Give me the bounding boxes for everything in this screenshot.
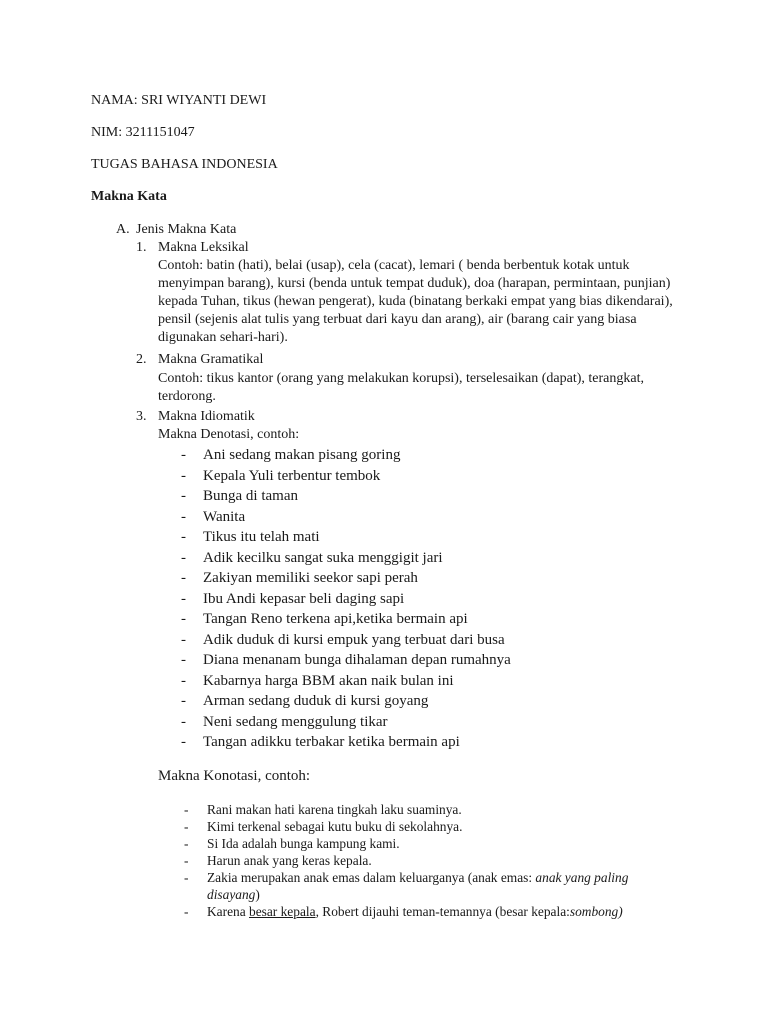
- list-item: [184, 801, 684, 818]
- item-1-line: menyimpan barang), kursi (benda untuk tempat duduk), doa (harapan, permintaan, punjian): [158, 276, 671, 291]
- list-item: [181, 630, 511, 651]
- dash-marker: -: [181, 590, 186, 607]
- dash-marker: -: [181, 467, 186, 484]
- list-item-text: Diana menanam bunga dihalaman depan rumahnya: [203, 652, 511, 668]
- student-name: NAMA: SRI WIYANTI DEWI: [91, 93, 267, 108]
- list-item-text: Ani sedang makan pisang goring: [203, 447, 401, 463]
- list-item-text: Adik duduk di kursi empuk yang terbuat dari busa: [203, 631, 505, 648]
- item-3-marker: 3.: [136, 409, 147, 424]
- section-a-label: Jenis Makna Kata: [136, 222, 237, 237]
- list-item: [181, 691, 511, 712]
- dash-marker: -: [184, 904, 189, 919]
- dash-marker: -: [181, 570, 186, 586]
- dash-marker: -: [181, 713, 186, 730]
- list-item-text: Tangan Reno terkena api,ketika bermain api: [203, 611, 468, 627]
- list-item: [184, 903, 684, 920]
- list-item-text: Kimi terkenal sebagai kutu buku di sekolahnya.: [207, 819, 463, 834]
- dash-marker: -: [181, 529, 186, 545]
- list-item: [181, 650, 511, 671]
- example-text: Karena: [207, 904, 250, 919]
- list-item-text: Zakiyan memiliki seekor sapi perah: [203, 570, 418, 586]
- example-meaning: disayang: [207, 887, 256, 902]
- list-item: [181, 507, 511, 528]
- denotasi-heading: Makna Denotasi, contoh:: [158, 427, 300, 442]
- list-item: [181, 671, 511, 692]
- item-2-line: terdorong.: [158, 389, 216, 404]
- dash-marker: -: [181, 447, 186, 463]
- list-item-text: [207, 903, 623, 920]
- list-item: [181, 712, 511, 733]
- item-2-example: [158, 370, 644, 406]
- assignment-title: TUGAS BAHASA INDONESIA: [91, 157, 278, 172]
- list-item: [181, 589, 511, 610]
- konotasi-heading: Makna Konotasi, contoh:: [158, 768, 311, 784]
- section-a-marker: A.: [116, 222, 130, 237]
- list-item: [181, 568, 511, 589]
- item-1-line: Contoh: batin (hati), belai (usap), cela (cacat), lemari ( benda berbentuk kotak untuk: [158, 258, 630, 273]
- dash-marker: -: [181, 611, 186, 627]
- item-1-label: Makna Leksikal: [158, 240, 249, 255]
- dash-marker: -: [181, 508, 186, 525]
- item-3-label: Makna Idiomatik: [158, 409, 255, 424]
- list-item: [184, 852, 684, 869]
- list-item-text: Si Ida adalah bunga kampung kami.: [207, 836, 400, 851]
- dash-marker: -: [181, 734, 186, 750]
- list-item-text: Neni sedang menggulung tikar: [203, 713, 388, 730]
- dash-marker: -: [181, 672, 186, 689]
- denotasi-list: [181, 445, 511, 753]
- item-1-line: digunakan sehari-hari).: [158, 330, 288, 345]
- dash-marker: -: [181, 693, 186, 709]
- dash-marker: -: [181, 652, 186, 668]
- list-item-text: Tangan adikku terbakar ketika bermain api: [203, 734, 460, 750]
- list-item-text-continued: [207, 886, 260, 903]
- example-meaning: anak yang paling: [535, 870, 629, 885]
- list-item: [184, 835, 684, 852]
- item-2-marker: 2.: [136, 352, 147, 367]
- list-item: [181, 732, 511, 753]
- item-1-line: pensil (sejenis alat tulis yang terbuat dari kayu dan arang), air (barang cair yang biasa: [158, 312, 637, 327]
- list-item-text: Ibu Andi kepasar beli daging sapi: [203, 590, 405, 607]
- list-item-text: Rani makan hati karena tingkah laku suaminya.: [207, 802, 462, 817]
- example-text: , Robert dijauhi teman-temannya (besar kepala:: [315, 904, 570, 919]
- dash-marker: -: [184, 802, 189, 817]
- list-item-text: Harun anak yang keras kepala.: [207, 853, 372, 868]
- dash-marker: -: [181, 631, 186, 648]
- list-item: [181, 548, 511, 569]
- list-item-text: Kabarnya harga BBM akan naik bulan ini: [203, 672, 454, 689]
- list-item-text: [207, 869, 628, 886]
- list-item: [181, 527, 511, 548]
- list-item: [181, 466, 511, 487]
- konotasi-list: [184, 801, 684, 920]
- student-nim: NIM: 3211151047: [91, 125, 195, 140]
- example-close: ): [255, 887, 260, 902]
- dash-marker: -: [181, 549, 186, 566]
- list-item-text: Kepala Yuli terbentur tembok: [203, 467, 381, 484]
- item-1-marker: 1.: [136, 240, 147, 255]
- list-item: [181, 445, 511, 466]
- list-item-text: Bunga di taman: [203, 488, 298, 504]
- list-item: [181, 609, 511, 630]
- dash-marker: -: [184, 870, 189, 885]
- list-item: [184, 869, 684, 903]
- example-underlined: besar kepala: [249, 904, 316, 919]
- list-item-text: Arman sedang duduk di kursi goyang: [203, 693, 429, 709]
- dash-marker: -: [184, 836, 189, 851]
- list-item-text: Adik kecilku sangat suka menggigit jari: [203, 549, 443, 566]
- list-item: [184, 818, 684, 835]
- example-text: Zakia merupakan anak emas dalam keluarganya (anak emas:: [207, 870, 536, 885]
- item-1-example: [158, 257, 673, 347]
- dash-marker: -: [184, 819, 189, 834]
- example-meaning: sombong): [569, 904, 623, 919]
- item-2-line: Contoh: tikus kantor (orang yang melakukan korupsi), terselesaikan (dapat), terangkat,: [158, 371, 644, 386]
- list-item-text: Tikus itu telah mati: [203, 529, 320, 545]
- section-title: Makna Kata: [91, 189, 167, 204]
- list-item-text: Wanita: [203, 508, 246, 525]
- item-1-line: kepada Tuhan, tikus (hewan pengerat), kuda (binatang berkaki empat yang bias dikendarai),: [158, 294, 673, 309]
- dash-marker: -: [181, 488, 186, 504]
- dash-marker: -: [184, 853, 189, 868]
- item-2-label: Makna Gramatikal: [158, 352, 264, 367]
- list-item: [181, 486, 511, 507]
